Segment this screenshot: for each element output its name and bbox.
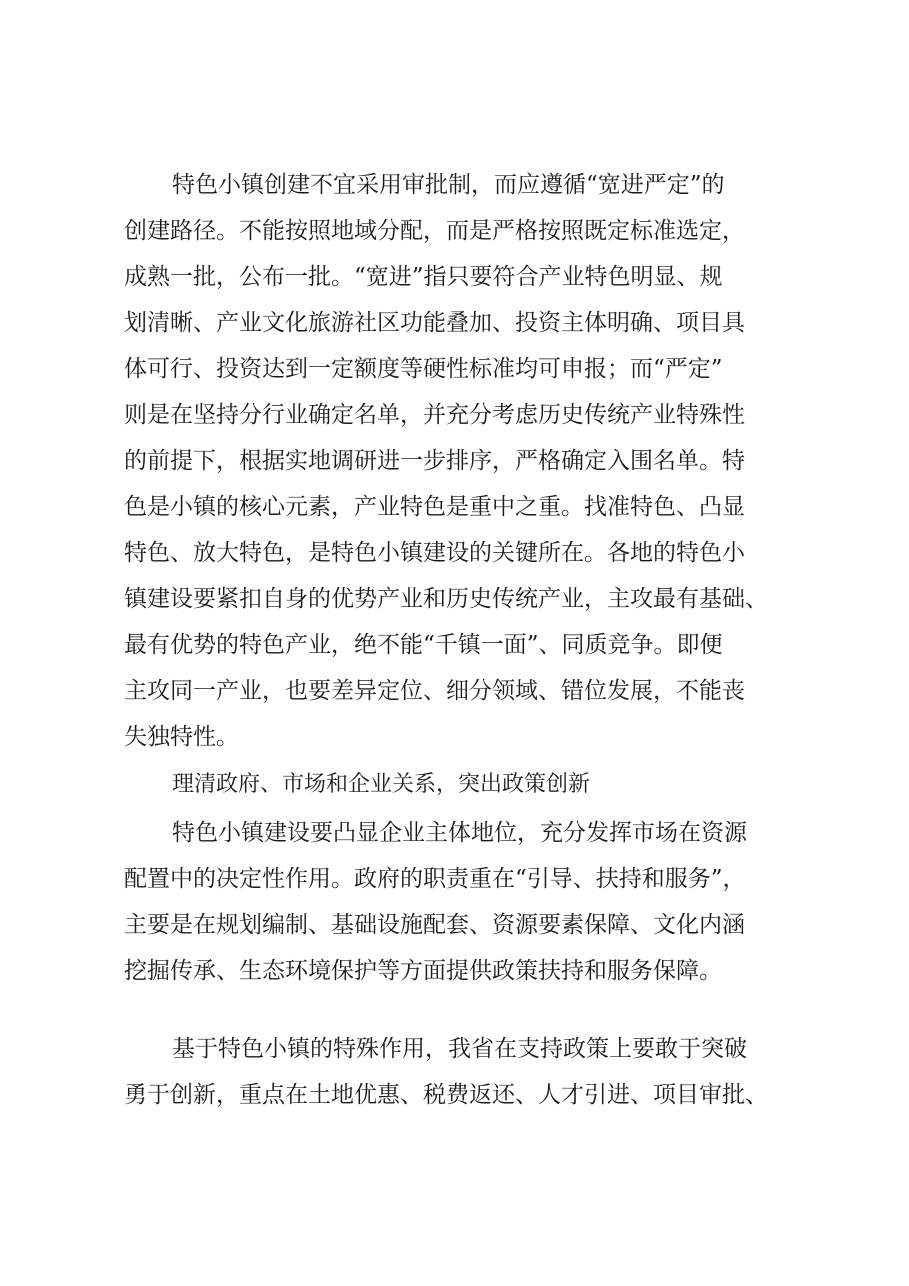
text-line: 划清晰、产业文化旅游社区功能叠加、投资主体明确、项目具 <box>124 310 745 336</box>
text-line: 主要是在规划编制、基础设施配套、资源要素保障、文化内涵 <box>124 912 745 938</box>
text-line: 配置中的决定性作用。政府的职责重在“引导、扶持和服务”， <box>124 866 746 892</box>
text-line: 失独特性。 <box>124 724 239 750</box>
text-line: 的前提下，根据实地调研进一步排序，严格确定入围名单。特 <box>124 448 745 474</box>
text-line: 创建路径。不能按照地域分配，而是严格按照既定标准选定， <box>124 218 745 244</box>
text-line: 特色小镇建设要凸显企业主体地位，充分发挥市场在资源 <box>172 820 747 846</box>
text-line: 则是在坚持分行业确定名单，并充分考虑历史传统产业特殊性 <box>124 402 745 428</box>
text-line: 特色、放大特色，是特色小镇建设的关键所在。各地的特色小 <box>124 540 745 566</box>
text-line: 挖掘传承、生态环境保护等方面提供政策扶持和服务保障。 <box>124 958 722 984</box>
section-heading: 理清政府、市场和企业关系，突出政策创新 <box>172 772 591 797</box>
text-line: 色是小镇的核心元素，产业特色是重中之重。找准特色、凸显 <box>124 494 745 520</box>
text-line: 最有优势的特色产业，绝不能“千镇一面”、同质竞争。即便 <box>124 632 723 658</box>
text-line: 主攻同一产业，也要差异定位、细分领域、错位发展，不能丧 <box>124 678 745 704</box>
text-line: 基于特色小镇的特殊作用，我省在支持政策上要敢于突破 <box>172 1036 747 1062</box>
text-line: 镇建设要紧扣自身的优势产业和历史传统产业，主攻最有基础、 <box>124 586 768 612</box>
text-line: 勇于创新，重点在土地优惠、税费返还、人才引进、项目审批、 <box>124 1082 768 1108</box>
text-line: 特色小镇创建不宜采用审批制，而应遵循“宽进严定”的 <box>172 172 725 198</box>
text-line: 体可行、投资达到一定额度等硬性标准均可申报；而“严定” <box>124 356 723 382</box>
text-line: 成熟一批，公布一批。“宽进”指只要符合产业特色明显、规 <box>124 264 723 290</box>
